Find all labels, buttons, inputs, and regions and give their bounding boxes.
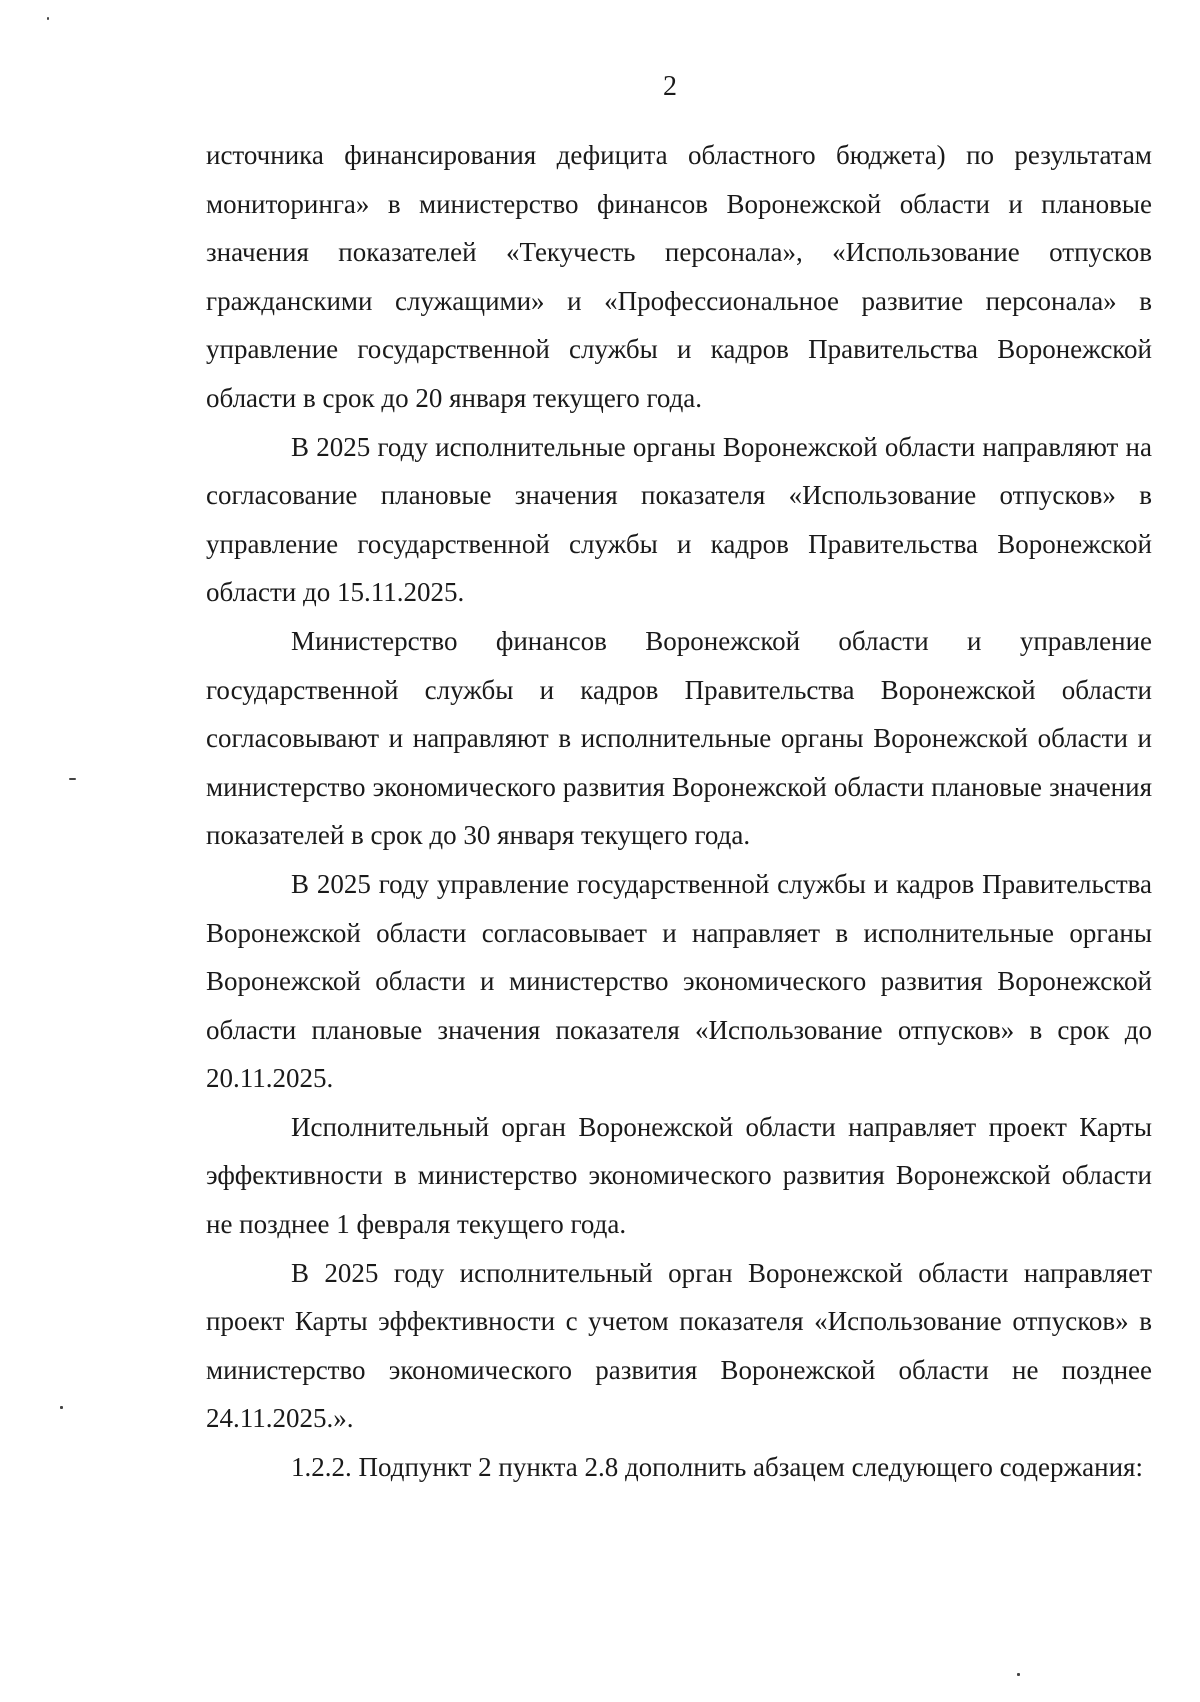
scan-speck	[60, 1406, 63, 1409]
paragraph: Исполнительный орган Воронежской области направляет проект Карты эффективности в министерство экономического развития Воронежской области не позднее 1 февраля текущего года.	[206, 1111, 1152, 1240]
scan-speck	[69, 778, 76, 780]
paragraph: В 2025 году исполнительный орган Воронежской области направляет проект Карты эффективности с учетом показателя «Использование отпусков» в министерство экономического развития Воронежской области не позднее 24.11.2025.».	[206, 1257, 1152, 1434]
document-body	[206, 131, 1152, 1492]
paragraph: В 2025 году управление государственной службы и кадров Правительства Воронежской области согласовывает и направляет в исполнительные органы Воронежской области и министерство экономического развития Воронежской области плановые значения показателя «Использование отпусков» в срок до 20.11.2025.	[206, 868, 1152, 1094]
paragraph: Министерство финансов Воронежской области и управление государственной службы и кадров Правительства Воронежской области согласовывают и направляют в исполнительные органы Воронежской области и министерство экономического развития Воронежской области плановые значения показателей в срок до 30 января текущего года.	[206, 625, 1152, 851]
scan-speck	[47, 17, 49, 20]
scan-speck	[1017, 1673, 1020, 1676]
paragraph-amendment: 1.2.2. Подпункт 2 пункта 2.8 дополнить абзацем следующего содержания:	[291, 1452, 1143, 1483]
page-number: 2	[663, 71, 677, 102]
paragraph-continuation: источника финансирования дефицита областного бюджета) по результатам мониторинга» в министерство финансов Воронежской области и плановые значения показателей «Текучесть персонала», «Использование отпусков гражданскими служащими» и «Профессиональное развитие персонала» в управление государственной службы и кадров Правительства Воронежской области в срок до 20 января текущего года.	[206, 140, 1152, 413]
paragraph: В 2025 году исполнительные органы Воронежской области направляют на согласование плановые значения показателя «Использование отпусков» в управление государственной службы и кадров Правительства Воронежской области до 15.11.2025.	[206, 431, 1152, 608]
